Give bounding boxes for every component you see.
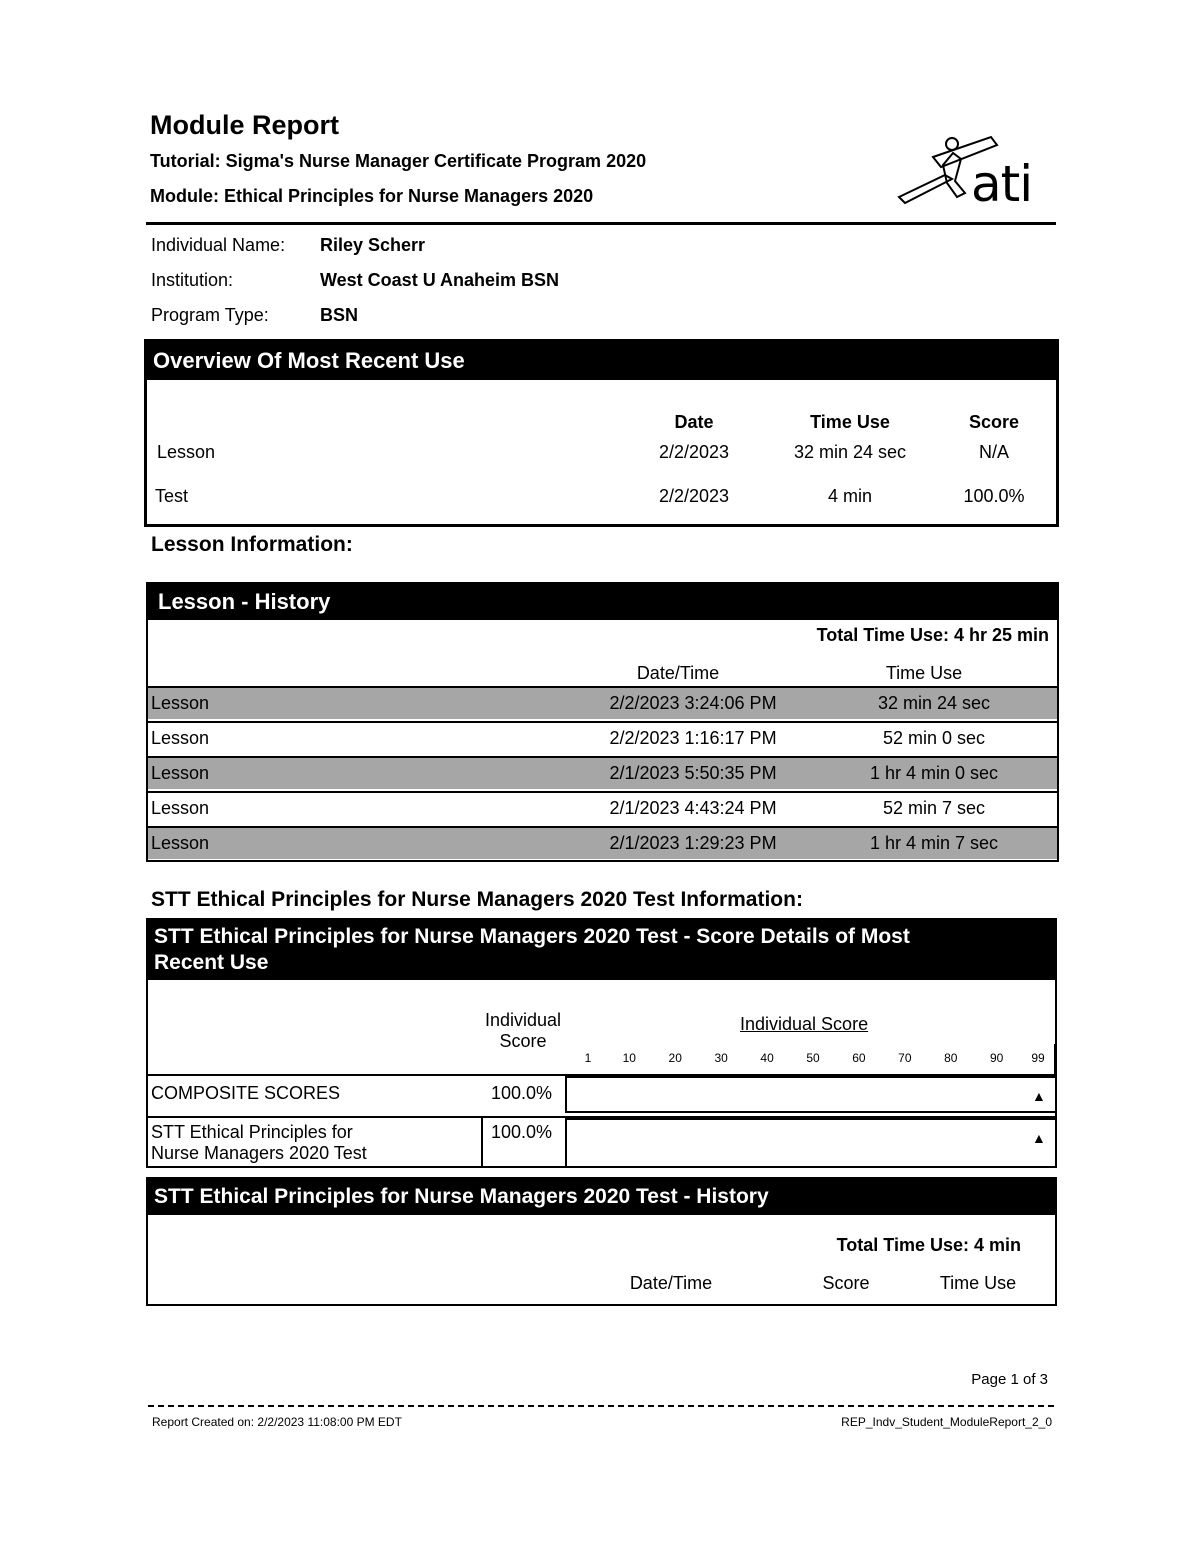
lesson-history-row-time: 32 min 24 sec [877,693,991,713]
lesson-history-title: Lesson - History [148,584,1057,620]
lesson-history-row [148,686,1057,719]
page-number: Page 1 of 3 [971,1371,1048,1388]
lesson-history-row-label: Lesson [151,798,210,818]
lesson-history-panel [146,582,1059,862]
scale-tick: 30 [714,1051,728,1065]
ati-logo [895,135,1055,215]
overview-row-time: 32 min 24 sec [793,442,907,462]
divider [481,1118,483,1168]
program-label: Program Type: [151,305,269,325]
test-info-heading: STT Ethical Principles for Nurse Managers 2020 Test Information: [151,888,803,911]
score-row-label [151,1122,367,1164]
lesson-history-row-datetime: 2/1/2023 4:43:24 PM [609,798,777,818]
overview-row-date: 2/2/2023 [658,442,730,462]
overview-row-score: 100.0% [963,486,1025,506]
test-history-total: Total Time Use: 4 min [836,1235,1021,1255]
lesson-history-row-label: Lesson [151,728,210,748]
overview-col-score: Score [968,412,1020,432]
scale-tick: 90 [989,1051,1004,1065]
header-rule [146,222,1056,225]
lesson-history-row-time: 1 hr 4 min 7 sec [869,833,999,853]
lesson-history-row-label: Lesson [151,763,210,783]
lesson-history-row [148,756,1057,789]
score-marker-icon: ▲ [1032,1130,1046,1146]
score-row-label: COMPOSITE SCORES [151,1083,341,1103]
lesson-history-row-time: 1 hr 4 min 0 sec [869,763,999,783]
score-row-label-l1: STT Ethical Principles for [151,1122,353,1142]
score-details-title-line2: Recent Use [154,951,269,974]
scale-tick: 1 [584,1051,592,1065]
score-details-title-line1: STT Ethical Principles for Nurse Managers 2020 Test - Score Details of Most [154,925,910,948]
scale-tick: 99 [1031,1051,1045,1065]
scale-tick: 70 [898,1051,912,1065]
test-history-title: STT Ethical Principles for Nurse Managers 2020 Test - History [148,1179,1055,1215]
lesson-history-row-label: Lesson [151,693,210,713]
score-row-value: 100.0% [491,1122,553,1142]
lesson-history-row [148,791,1057,824]
scale-tick: 10 [622,1051,636,1065]
scale-title: Individual Score [740,1014,869,1034]
tutorial-line: Tutorial: Sigma's Nurse Manager Certificate Program 2020 [150,151,647,171]
lesson-history-row-datetime: 2/2/2023 3:24:06 PM [609,693,777,713]
test-history-col-score: Score [822,1273,870,1293]
overview-row-label: Lesson [157,442,216,462]
score-row-label-l2: Nurse Managers 2020 Test [151,1143,367,1163]
module-line: Module: Ethical Principles for Nurse Managers 2020 [150,186,594,206]
lesson-history-row-time: 52 min 7 sec [882,798,986,818]
lesson-history-total: Total Time Use: 4 hr 25 min [816,625,1049,645]
overview-title: Overview Of Most Recent Use [147,342,1056,380]
lesson-info-heading: Lesson Information: [151,533,353,556]
overview-col-date: Date [674,412,714,432]
score-details-panel [146,918,1057,1168]
ati-logo-text: ati [971,155,1033,213]
overview-panel [144,339,1059,527]
scale-tick: 20 [668,1051,682,1065]
test-history-col-datetime: Date/Time [629,1273,713,1293]
institution-label: Institution: [151,270,234,290]
test-history-panel [146,1177,1057,1306]
scale-tick: 80 [944,1051,958,1065]
lesson-history-col-datetime: Date/Time [636,663,720,683]
lesson-history-row-datetime: 2/1/2023 1:29:23 PM [609,833,777,853]
lesson-history-row-time: 52 min 0 sec [882,728,986,748]
lesson-history-row-datetime: 2/2/2023 1:16:17 PM [609,728,777,748]
name-value: Riley Scherr [320,235,426,255]
overview-row-time: 4 min [827,486,872,506]
scale-right-edge [1054,1044,1056,1074]
scale-tick: 60 [852,1051,866,1065]
individual-score-header-l1: Individual [484,1010,562,1030]
test-history-col-time: Time Use [939,1273,1017,1293]
lesson-history-row-datetime: 2/1/2023 5:50:35 PM [609,763,777,783]
name-label: Individual Name: [151,235,286,255]
footer-rule [148,1405,1054,1407]
institution-value: West Coast U Anaheim BSN [320,270,560,290]
overview-row-date: 2/2/2023 [658,486,730,506]
score-details-title [148,920,1055,980]
lesson-history-row [148,721,1057,754]
score-bar-cell [565,1076,1057,1113]
scale-tick: 50 [806,1051,820,1065]
individual-score-header [466,1010,580,1052]
score-marker-icon: ▲ [1032,1088,1046,1104]
scale-tick: 40 [760,1051,774,1065]
lesson-history-row [148,826,1057,859]
program-value: BSN [320,305,359,325]
overview-row-label: Test [155,486,189,506]
overview-col-time: Time Use [810,412,890,432]
individual-score-header-l2: Score [499,1031,547,1051]
score-bar-cell [565,1118,1057,1168]
report-id: REP_Indv_Student_ModuleReport_2_0 [841,1415,1052,1429]
overview-row-score: N/A [978,442,1009,462]
lesson-history-col-time: Time Use [885,663,963,683]
score-row-value: 100.0% [491,1083,553,1103]
report-created: Report Created on: 2/2/2023 11:08:00 PM EDT [152,1415,402,1429]
page-title: Module Report [150,110,339,140]
lesson-history-row-label: Lesson [151,833,210,853]
